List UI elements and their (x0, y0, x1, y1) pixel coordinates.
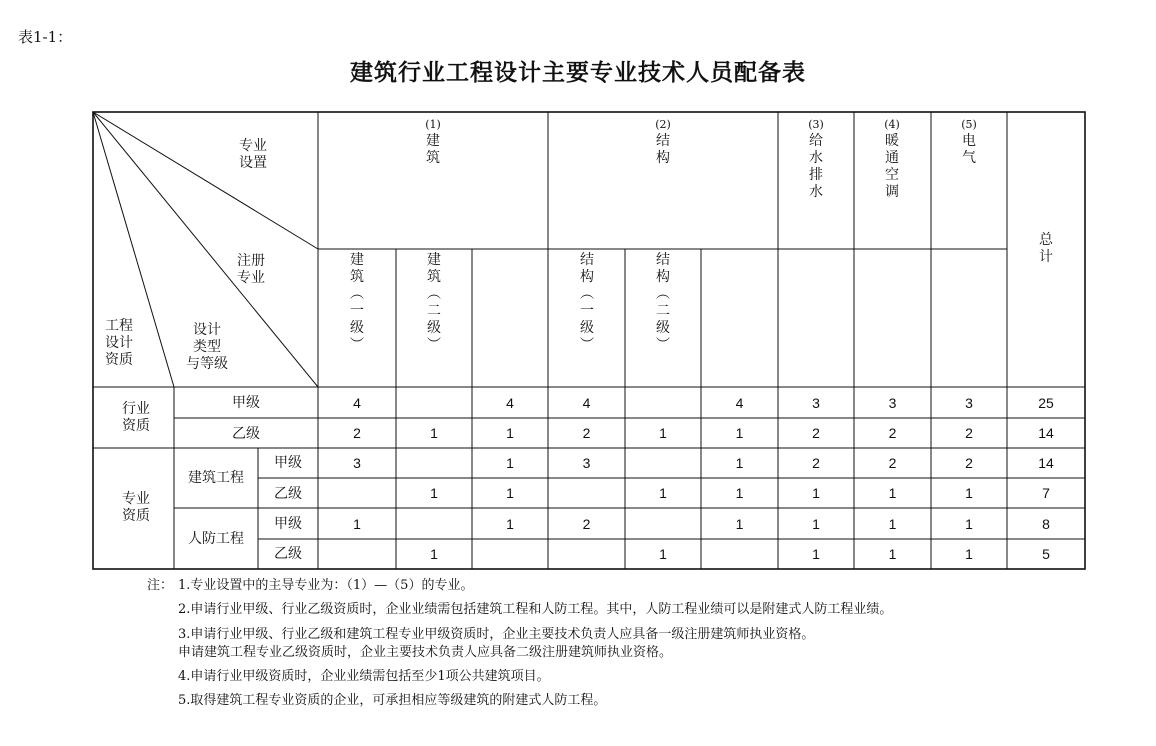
header-design-type-label: 设计 类型 与等级 (186, 322, 228, 372)
table-cell: 1 (430, 425, 438, 441)
table-cell: 2 (888, 425, 897, 441)
table-cell: 3 (582, 455, 591, 471)
reg-header: 建 筑 ︵ 一 级 ︶ (350, 252, 364, 353)
row-label-grade: 乙级 (274, 546, 302, 562)
table-cell: 14 (1038, 455, 1054, 471)
group-number: (5) (961, 118, 977, 131)
row-label-specialty: 专业 资质 (122, 491, 150, 524)
table-cell: 1 (888, 546, 897, 562)
row-label-industry: 行业 资质 (122, 401, 150, 434)
table-cell: 1 (812, 485, 820, 501)
table-cell: 1 (506, 515, 514, 532)
table-cell: 3 (353, 455, 361, 471)
table-cell: 4 (582, 394, 591, 411)
header-qualification-label: 工程 设计 资质 (105, 318, 133, 368)
table-cell: 1 (965, 485, 973, 501)
table-cell: 1 (735, 455, 744, 471)
note-4: 4.申请行业甲级资质时，企业业绩需包括至少1项公共建筑项目。 (178, 669, 550, 684)
table-cell: 1 (965, 515, 973, 532)
row-label-grade: 乙级 (232, 426, 260, 442)
note-5: 5.取得建筑工程专业资质的企业，可承担相应等级建筑的附建式人防工程。 (178, 693, 607, 708)
table-title: 建筑行业工程设计主要专业技术人员配备表 (350, 60, 806, 86)
table-cell: 4 (353, 394, 361, 411)
row-label-civil-defense: 人防工程 (188, 531, 244, 547)
table-cell: 2 (812, 455, 820, 471)
row-label-grade: 乙级 (274, 486, 302, 502)
table-cell: 14 (1038, 425, 1054, 441)
diagonal-line (93, 112, 318, 249)
table-cell: 1 (506, 485, 514, 501)
table-cell: 8 (1042, 515, 1050, 532)
note-3: 3.申请行业甲级、行业乙级和建筑工程专业甲级资质时，企业主要技术负责人应具备一级注册建筑师执业资格。 (178, 627, 815, 642)
note-1: 1.专业设置中的主导专业为：（1）—（5）的专业。 (178, 578, 474, 593)
note-3b: 申请建筑工程专业乙级资质时，企业主要技术负责人应具备二级注册建筑师执业资格。 (178, 645, 673, 660)
table-cell: 1 (659, 425, 667, 441)
table-cell: 2 (965, 455, 973, 471)
table-cell: 2 (965, 425, 973, 441)
table-cell: 1 (659, 485, 667, 501)
table-cell: 1 (506, 425, 514, 441)
group-name: 给 水 排 水 (809, 133, 823, 200)
table-cell: 1 (888, 485, 897, 501)
table-cell: 1 (506, 455, 514, 471)
table-caption: 表1-1： (18, 28, 73, 46)
group-number: (3) (808, 118, 824, 131)
table-cell: 7 (1042, 485, 1050, 501)
table-cell: 5 (1042, 546, 1050, 562)
table-cell: 1 (430, 546, 438, 562)
group-name: 暖 通 空 调 (885, 133, 899, 200)
table-cell: 1 (735, 515, 744, 532)
table-cell: 2 (888, 455, 897, 471)
table-cell: 3 (888, 394, 897, 411)
row-label-grade: 甲级 (274, 455, 302, 471)
reg-header: 结 构 ︵ 一 级 ︶ (580, 252, 594, 353)
table-cell: 1 (812, 515, 820, 532)
reg-header: 结 构 ︵ 二 级 ︶ (656, 252, 670, 353)
note-2: 2.申请行业甲级、行业乙级资质时，企业业绩需包括建筑工程和人防工程。其中，人防工程业绩可以是附建式人防工程业绩。 (178, 602, 893, 617)
table-cell: 1 (735, 485, 744, 501)
group-name: 建 筑 (426, 133, 440, 166)
group-number: (1) (425, 118, 441, 131)
table-cell: 2 (582, 425, 591, 441)
row-label-arch-eng: 建筑工程 (188, 470, 244, 486)
row-label-grade: 甲级 (232, 395, 260, 411)
table-cell: 1 (353, 515, 361, 532)
table-cell: 4 (506, 394, 514, 411)
group-number: (2) (655, 118, 671, 131)
table-cell: 1 (888, 515, 897, 532)
table-cell: 3 (965, 394, 973, 411)
row-label-grade: 甲级 (274, 516, 302, 532)
table-cell: 2 (353, 425, 361, 441)
table-cell: 2 (812, 425, 820, 441)
table-cell: 4 (735, 394, 744, 411)
table-cell: 1 (430, 485, 438, 501)
group-name: 结 构 (656, 133, 670, 166)
reg-header: 建 筑 ︵ 二 级 ︶ (427, 252, 441, 353)
table-cell: 3 (812, 394, 820, 411)
table-cell: 25 (1038, 394, 1054, 411)
group-name: 电 气 (962, 133, 976, 166)
header-registered-label: 注册 专业 (237, 253, 265, 286)
group-number: (4) (884, 118, 900, 131)
table-cell: 1 (659, 546, 667, 562)
header-specialty-label: 专业 设置 (239, 138, 267, 171)
table-cell: 1 (812, 546, 820, 562)
total-header: 总 计 (1039, 232, 1053, 265)
table-cell: 2 (582, 515, 591, 532)
notes-label: 注： (147, 578, 174, 593)
table-cell: 1 (965, 546, 973, 562)
table-cell: 1 (735, 425, 744, 441)
